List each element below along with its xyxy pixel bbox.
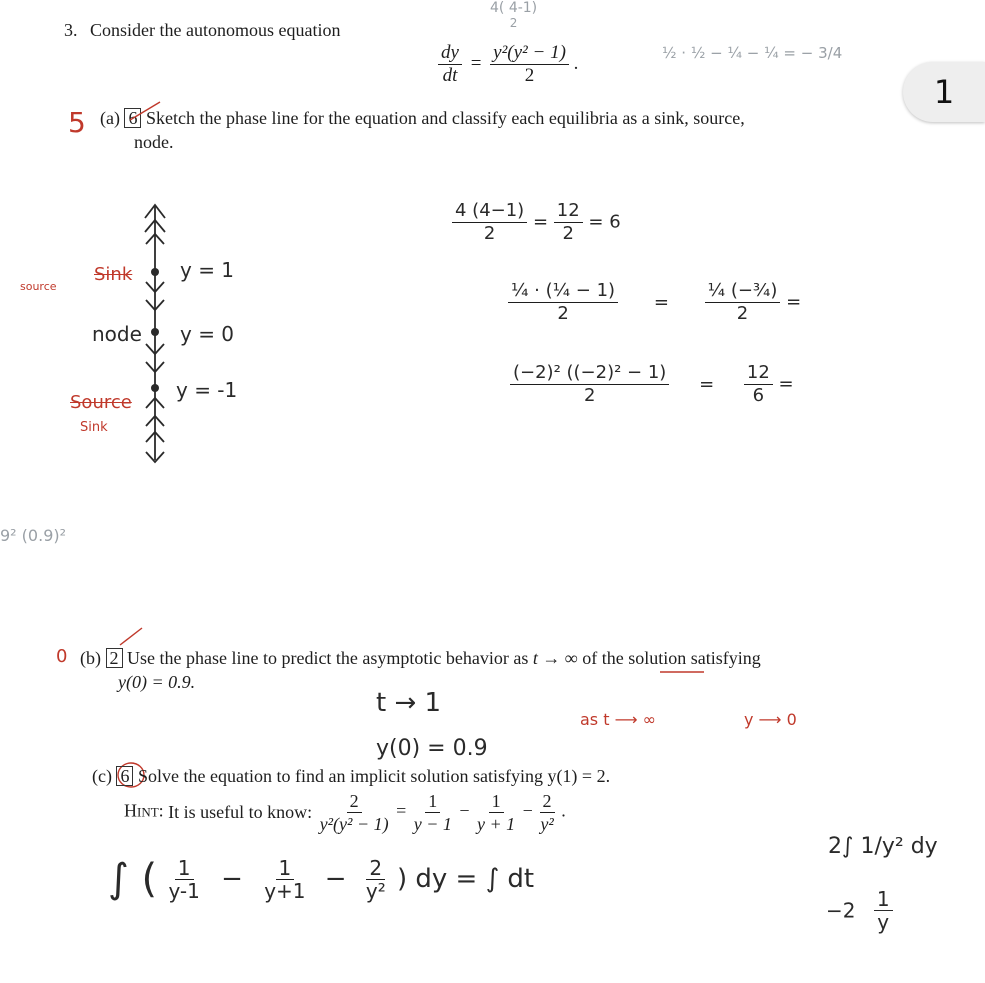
part-b-prompt-line2: y(0) = 0.9. [118, 672, 196, 692]
part-b-points: 2 [106, 648, 123, 668]
part-b-comment-y: y ⟶ 0 [744, 710, 797, 729]
part-a-prompt: (a) 6 Sketch the phase line for the equation and classify each equilibria as a sink, source, [100, 108, 745, 128]
equilibrium-dot-top [151, 268, 159, 276]
part-c-points: 6 [116, 766, 133, 786]
page-number-badge[interactable]: 1 [903, 62, 985, 122]
top-classification: Sink [94, 264, 133, 285]
part-a-score: 5 [68, 106, 86, 139]
work-line-2: $\frac{\text{¼ · (¼ − 1)}}{2}$ = $\frac{\text{¼ (−¾)}}{2}$ = [508, 280, 801, 325]
part-a-prompt-line2: node. [134, 132, 174, 152]
part-a-points: 6 [124, 108, 141, 128]
margin-scratch: 9² (0.9)² [0, 526, 67, 545]
part-b-answer-initial: y(0) = 0.9 [376, 736, 488, 761]
equilibrium-dot-middle [151, 328, 159, 336]
side-scratch-work: ½ · ½ − ¼ − ¼ = − 3/4 [662, 44, 843, 62]
part-b-score: 0 [56, 646, 68, 667]
bottom-equilibrium-label: y = -1 [176, 378, 238, 402]
autonomous-equation: $\frac{dy}{dt}$ = $\frac{\text{y²(y² − 1)}}{2}$ . [438, 42, 578, 87]
part-c-side-work-2: −2 $\frac{1}{y}$ [826, 888, 893, 933]
equation-lhs: $\frac{dy}{dt}$ [438, 42, 462, 87]
part-c-prompt: (c) 6 Solve the equation to find an implicit solution satisfying y(1) = 2. [92, 766, 611, 786]
part-b-comment-t: as t ⟶ ∞ [580, 710, 656, 729]
work-line-1: $\frac{4 (4-1)}{2}$ = $\frac{12}{2}$ = 6 [452, 200, 621, 245]
middle-equilibrium-label: y = 0 [180, 322, 235, 346]
part-b-points-slash [120, 628, 142, 645]
work-line-3: $\frac{\text{(−2)² ((−2)² − 1)}}{2}$ = $\frac{12}{6}$ = [510, 362, 794, 407]
part-c-integral-work: ∫ ( $\frac{1}{y-1}$ − $\frac{1}{y+1}$ − $\frac{2}{\text{y²}}$ ) dy = ∫ dt [108, 855, 535, 903]
part-c-hint: Hint: It is useful to know: $\frac{2}{\text{y²(y² − 1)}}$ = $\frac{1}{y - 1}$ − $\frac{1}{y + 1}$ − $\frac{2}{\text{y²}}$ . [124, 791, 566, 834]
equilibrium-dot-bottom [151, 384, 159, 392]
problem-number: 3. [64, 20, 78, 40]
middle-classification: node [92, 322, 142, 346]
part-c-side-work-1: 2∫ 1/y² dy [828, 834, 938, 859]
bottom-classification: Source [70, 392, 132, 413]
bottom-correction: Sink [80, 420, 108, 435]
top-scratch-label: source [20, 280, 57, 293]
top-scratch-work: 4( 4-1) 2 [490, 0, 538, 30]
part-a-points-slash [130, 102, 160, 120]
part-b-prompt: (b) 2 Use the phase line to predict the asymptotic behavior as t → ∞ of the solution satisfying [80, 648, 761, 668]
top-equilibrium-label: y = 1 [180, 258, 235, 282]
problem-intro: Consider the autonomous equation [90, 20, 341, 40]
equation-rhs: $\frac{\text{y²(y² − 1)}}{2}$ [490, 42, 569, 87]
part-b-answer-limit: t → 1 [376, 688, 442, 718]
